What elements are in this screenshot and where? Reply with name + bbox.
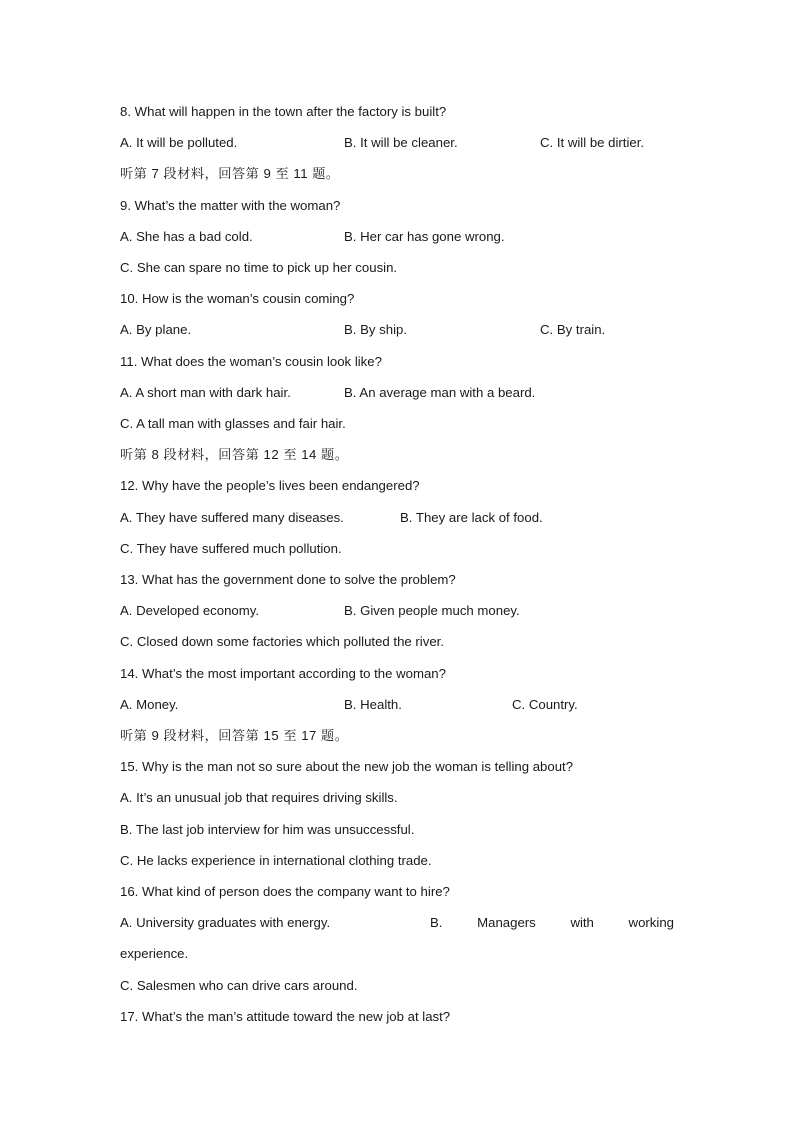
question-10: 10. How is the woman’s cousin coming? — [120, 291, 355, 306]
question-14: 14. What’s the most important according to the woman? — [120, 666, 446, 681]
question-12: 12. Why have the people’s lives been endangered? — [120, 478, 420, 493]
question-15: 15. Why is the man not so sure about the new job the woman is telling about? — [120, 759, 574, 774]
section-heading-9: 听第 9 段材料，回答第 15 至 17 题。 — [120, 728, 349, 743]
option-b: B. Her car has gone wrong. — [344, 229, 505, 244]
option-b: B. By ship. — [344, 322, 408, 337]
question-11-options — [120, 384, 680, 402]
question-15-option-a: A. It’s an unusual job that requires driving skills. — [120, 790, 398, 805]
option-b-word: Managers — [477, 915, 536, 930]
option-c: C. By train. — [540, 322, 606, 337]
question-14-options — [120, 696, 680, 714]
question-17: 17. What’s the man’s attitude toward the new job at last? — [120, 1009, 451, 1024]
option-c: C. It will be dirtier. — [540, 135, 645, 150]
option-a: A. A short man with dark hair. — [120, 385, 291, 400]
option-b: B. It will be cleaner. — [344, 135, 458, 150]
question-8: 8. What will happen in the town after the factory is built? — [120, 104, 447, 119]
option-a: A. Money. — [120, 697, 179, 712]
question-16-option-c: C. Salesmen who can drive cars around. — [120, 978, 358, 993]
question-12-options — [120, 509, 680, 527]
question-15-option-b: B. The last job interview for him was unsuccessful. — [120, 822, 415, 837]
option-b: B. An average man with a beard. — [344, 385, 536, 400]
question-13-options — [120, 602, 680, 620]
option-b: B. Given people much money. — [344, 603, 520, 618]
option-b-word: with — [570, 915, 594, 930]
option-c: C. Country. — [512, 697, 578, 712]
option-a: A. Developed economy. — [120, 603, 260, 618]
question-11: 11. What does the woman’s cousin look like? — [120, 354, 382, 369]
option-b — [430, 914, 674, 932]
option-a: A. It will be polluted. — [120, 135, 238, 150]
option-b: B. They are lack of food. — [400, 510, 543, 525]
option-a: A. She has a bad cold. — [120, 229, 253, 244]
section-heading-7: 听第 7 段材料，回答第 9 至 11 题。 — [120, 166, 340, 181]
question-8-options — [120, 134, 680, 152]
question-9-options — [120, 228, 680, 246]
question-12-option-c: C. They have suffered much pollution. — [120, 541, 342, 556]
option-a: A. University graduates with energy. — [120, 915, 331, 930]
option-b-word: working — [628, 915, 674, 930]
section-heading-8: 听第 8 段材料，回答第 12 至 14 题。 — [120, 447, 349, 462]
question-9-option-c: C. She can spare no time to pick up her cousin. — [120, 260, 398, 275]
option-b: B. Health. — [344, 697, 402, 712]
option-a: A. By plane. — [120, 322, 192, 337]
question-15-option-c: C. He lacks experience in international clothing trade. — [120, 853, 432, 868]
question-16-option-b-continued: experience. — [120, 946, 189, 961]
question-9: 9. What’s the matter with the woman? — [120, 198, 341, 213]
question-13: 13. What has the government done to solve the problem? — [120, 572, 456, 587]
option-b-word: B. — [430, 915, 443, 930]
question-11-option-c: C. A tall man with glasses and fair hair. — [120, 416, 346, 431]
option-a: A. They have suffered many diseases. — [120, 510, 344, 525]
question-13-option-c: C. Closed down some factories which polluted the river. — [120, 634, 444, 649]
question-16-options — [120, 914, 680, 932]
question-10-options — [120, 321, 680, 339]
question-16: 16. What kind of person does the company want to hire? — [120, 884, 450, 899]
